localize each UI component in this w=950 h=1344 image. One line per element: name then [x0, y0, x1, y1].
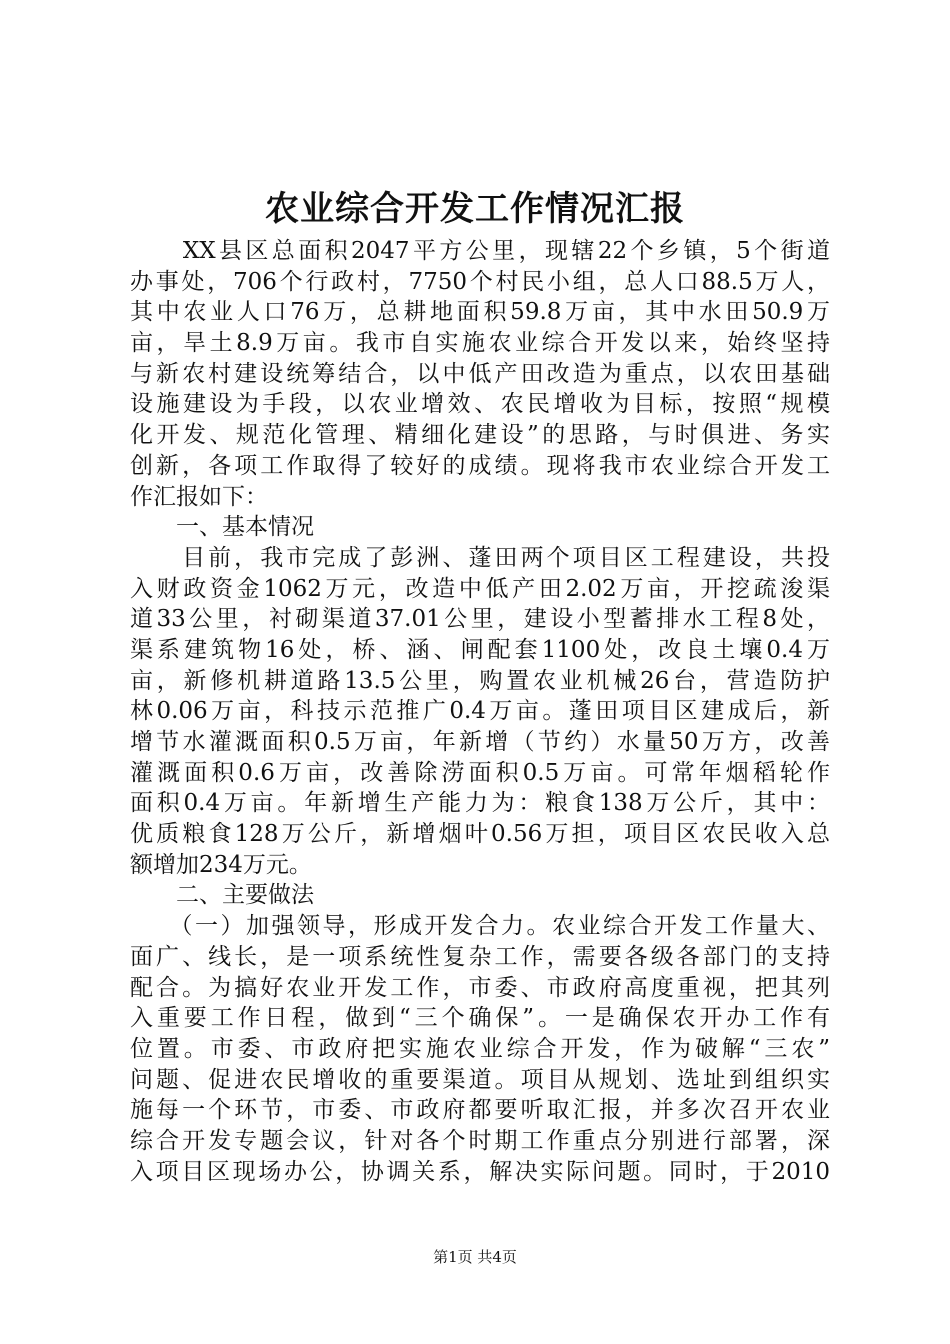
body-line: 灌溉面积0.6万亩，改善除涝面积0.5万亩。可常年烟稻轮作 — [130, 759, 830, 786]
document-body — [130, 236, 830, 1187]
body-line: 其中农业人口76万，总耕地面积59.8万亩，其中水田50.9万 — [130, 299, 830, 326]
body-line: 作汇报如下： — [130, 483, 268, 510]
body-line: 配合。为搞好农业开发工作，市委、市政府高度重视，把其列 — [130, 974, 830, 1001]
body-line: 亩，新修机耕道路13.5公里，购置农业机械26台，营造防护 — [130, 667, 830, 694]
body-line: 综合开发专题会议，针对各个时期工作重点分别进行部署，深 — [130, 1127, 830, 1154]
body-line: 面广、线长，是一项系统性复杂工作，需要各级各部门的支持 — [130, 943, 830, 970]
body-line: 入财政资金1062万元，改造中低产田2.02万亩，开挖疏浚渠 — [130, 575, 830, 602]
body-line: 化开发、规范化管理、精细化建设”的思路，与时俱进、务实 — [130, 422, 830, 449]
body-line: 设施建设为手段，以农业增效、农民增收为目标，按照“规模 — [130, 391, 830, 418]
body-line: 渠系建筑物16处，桥、涵、闸配套1100处，改良土壤0.4万 — [130, 636, 830, 663]
body-line: 办事处，706个行政村，7750个村民小组，总人口88.5万人， — [130, 268, 830, 295]
body-line: 二、主要做法 — [130, 882, 314, 909]
body-line: 一、基本情况 — [130, 514, 314, 541]
body-line: 林0.06万亩，科技示范推广0.4万亩。蓬田项目区建成后，新 — [130, 698, 830, 725]
body-line: 优质粮食128万公斤，新增烟叶0.56万担，项目区农民收入总 — [130, 821, 830, 848]
body-line: 施每一个环节，市委、市政府都要听取汇报，并多次召开农业 — [130, 1097, 830, 1124]
body-line: 位置。市委、市政府把实施农业综合开发，作为破解“三农” — [130, 1035, 830, 1062]
body-line: （一）加强领导，形成开发合力。农业综合开发工作量大、 — [130, 913, 830, 940]
document-title: 农业综合开发工作情况汇报 — [265, 189, 685, 229]
body-line: 创新，各项工作取得了较好的成绩。现将我市农业综合开发工 — [130, 452, 830, 479]
body-line: 与新农村建设统筹结合，以中低产田改造为重点，以农田基础 — [130, 360, 830, 387]
body-line: 额增加234万元。 — [130, 851, 312, 878]
page-footer: 第1页 共4页 — [433, 1248, 517, 1266]
body-line: 入项目区现场办公，协调关系，解决实际问题。同时，于2010 — [130, 1158, 830, 1185]
body-line: 面积0.4万亩。年新增生产能力为：粮食138万公斤，其中： — [130, 790, 830, 817]
body-line: 入重要工作日程，做到“三个确保”。一是确保农开办工作有 — [130, 1005, 830, 1032]
body-line: 道33公里，衬砌渠道37.01公里，建设小型蓄排水工程8处， — [130, 606, 830, 633]
body-line: 问题、促进农民增收的重要渠道。项目从规划、选址到组织实 — [130, 1066, 830, 1093]
body-line: 目前，我市完成了彭洲、蓬田两个项目区工程建设，共投 — [130, 544, 830, 571]
body-line: 亩，旱土8.9万亩。我市自实施农业综合开发以来，始终坚持 — [130, 330, 830, 357]
body-line: 增节水灌溉面积0.5万亩，年新增（节约）水量50万方，改善 — [130, 729, 830, 755]
body-line: XX县区总面积2047平方公里，现辖22个乡镇，5个街道 — [130, 238, 830, 264]
